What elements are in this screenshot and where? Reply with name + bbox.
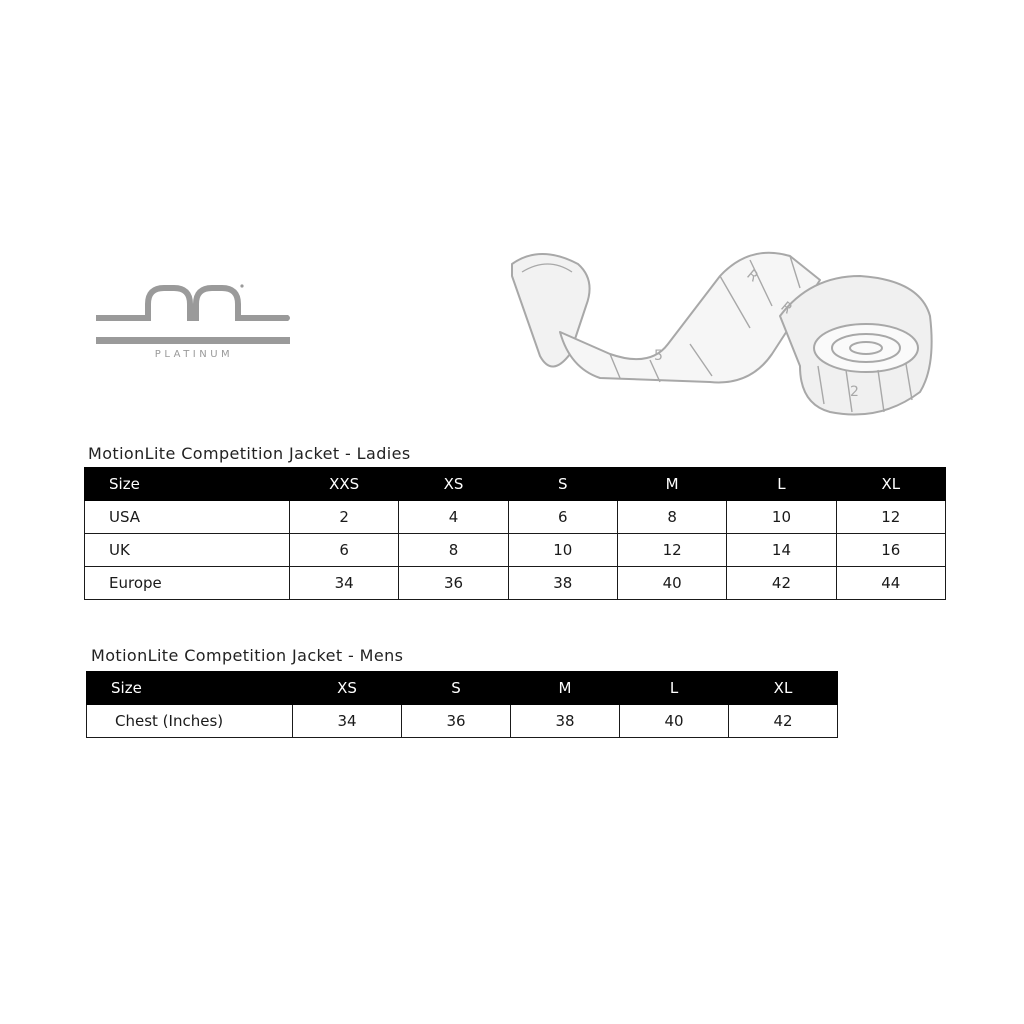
table-cell: 42 bbox=[727, 567, 836, 600]
mens-section-title: MotionLite Competition Jacket - Mens bbox=[91, 646, 404, 665]
row-label-cell: UK bbox=[85, 534, 290, 567]
table-cell: 44 bbox=[836, 567, 945, 600]
header-size-cell: S bbox=[508, 468, 617, 501]
header-size-cell: M bbox=[511, 672, 620, 705]
ladies-size-table bbox=[84, 467, 946, 600]
table-cell: 42 bbox=[729, 705, 838, 738]
table-cell: 36 bbox=[399, 567, 508, 600]
row-label-cell: Chest (Inches) bbox=[87, 705, 293, 738]
table-cell: 12 bbox=[836, 501, 945, 534]
table-row bbox=[85, 501, 946, 534]
table-cell: 6 bbox=[508, 501, 617, 534]
table-cell: 12 bbox=[617, 534, 726, 567]
ladies-section-title: MotionLite Competition Jacket - Ladies bbox=[88, 444, 411, 463]
table-cell: 38 bbox=[508, 567, 617, 600]
brand-logo bbox=[96, 283, 292, 365]
svg-text:R: R bbox=[777, 298, 796, 318]
table-cell: 10 bbox=[727, 501, 836, 534]
table-cell: 6 bbox=[290, 534, 399, 567]
table-header-row bbox=[85, 468, 946, 501]
header-label-cell: Size bbox=[87, 672, 293, 705]
header-size-cell: XL bbox=[729, 672, 838, 705]
header-size-cell: L bbox=[620, 672, 729, 705]
table-cell: 4 bbox=[399, 501, 508, 534]
table-cell: 34 bbox=[293, 705, 402, 738]
table-cell: 8 bbox=[617, 501, 726, 534]
header-size-cell: XS bbox=[293, 672, 402, 705]
mens-size-table bbox=[86, 671, 838, 738]
header-label-cell: Size bbox=[85, 468, 290, 501]
table-cell: 16 bbox=[836, 534, 945, 567]
table-cell: 40 bbox=[617, 567, 726, 600]
header-size-cell: XS bbox=[399, 468, 508, 501]
header-size-cell: XXS bbox=[290, 468, 399, 501]
header-size-cell: M bbox=[617, 468, 726, 501]
table-cell: 14 bbox=[727, 534, 836, 567]
table-cell: 34 bbox=[290, 567, 399, 600]
table-row bbox=[85, 534, 946, 567]
table-cell: 36 bbox=[402, 705, 511, 738]
measuring-tape-illustration bbox=[500, 236, 950, 436]
table-cell: 8 bbox=[399, 534, 508, 567]
svg-text:R: R bbox=[743, 266, 762, 286]
table-row bbox=[85, 567, 946, 600]
table-row bbox=[87, 705, 838, 738]
header-size-cell: S bbox=[402, 672, 511, 705]
logo-caption: PLATINUM bbox=[154, 349, 234, 360]
table-cell: 40 bbox=[620, 705, 729, 738]
svg-text:5: 5 bbox=[654, 348, 663, 364]
table-cell: 10 bbox=[508, 534, 617, 567]
row-label-cell: Europe bbox=[85, 567, 290, 600]
svg-text:2: 2 bbox=[850, 384, 859, 400]
header-size-cell: L bbox=[727, 468, 836, 501]
brand-logo-mark bbox=[96, 283, 292, 347]
table-cell: 38 bbox=[511, 705, 620, 738]
row-label-cell: USA bbox=[85, 501, 290, 534]
header-size-cell: XL bbox=[836, 468, 945, 501]
table-cell: 2 bbox=[290, 501, 399, 534]
table-header-row bbox=[87, 672, 838, 705]
